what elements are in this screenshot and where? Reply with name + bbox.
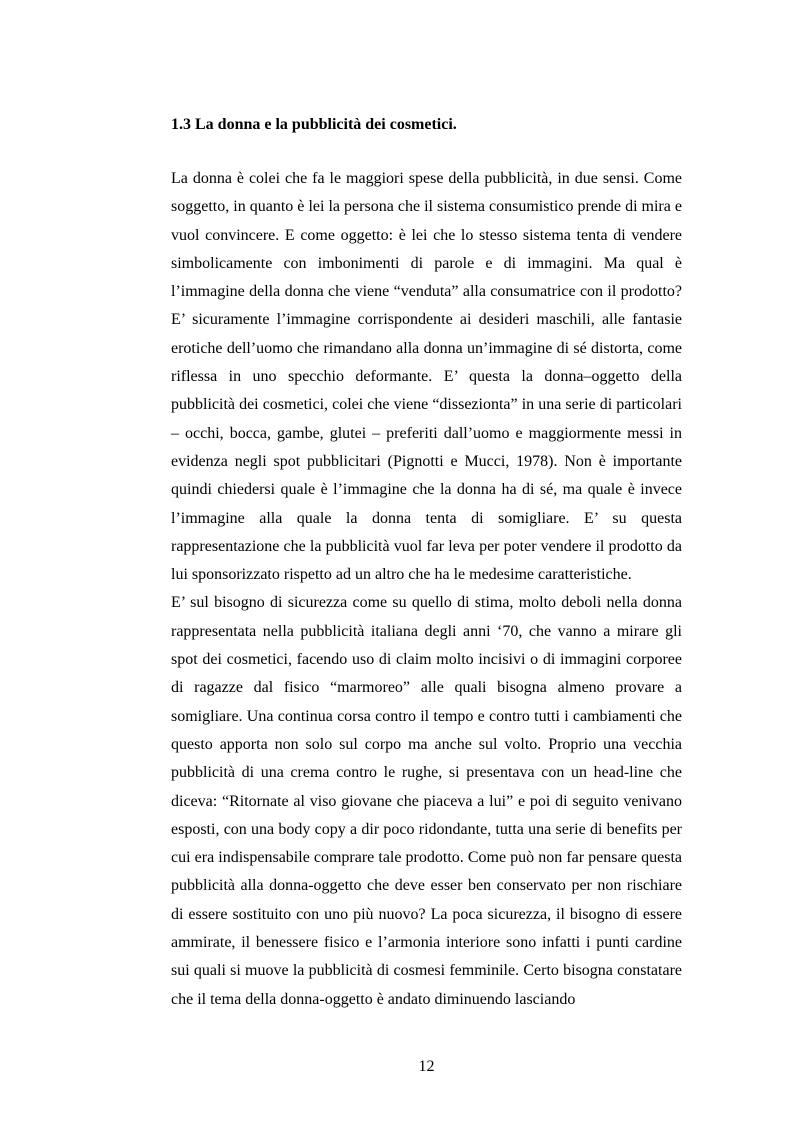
paragraph-2: E’ sul bisogno di sicurezza come su quello di stima, molto deboli nella donna rappresentata nella pubblicità italiana degli anni ‘70, che vanno a mirare gli spot dei cosmetici, facendo uso di claim molto incisivi o di immagini corporee di ragazze dal fisico “marmoreo” alle quali bisogna almeno provare a somigliare. Una continua corsa contro il tempo e contro tutti i cambiamenti che questo apporta non solo sul corpo ma anche sul volto. Proprio una vecchia pubblicità di una crema contro le rughe, si presentava con un head-line che diceva: “Ritornate al viso giovane che piaceva a lui” e poi di seguito venivano esposti, con una body copy a dir poco ridondante, tutta una serie di benefits per cui era indispensabile comprare tale prodotto. Come può non far pensare questa pubblicità alla donna-oggetto che deve esser ben conservato per non rischiare di essere sostituito con uno più nuovo? La poca sicurezza, il bisogno di essere ammirate, il benessere fisico e l’armonia interiore sono infatti i punti cardine sui quali si muove la pubblicità di cosmesi femminile. Certo bisogna constatare che il tema della donna-oggetto è andato diminuendo lasciando xyxy=(171,594,682,1008)
body-text xyxy=(171,165,682,1014)
section-heading-period: . xyxy=(452,116,457,133)
section-heading-title: 1.3 La donna e la pubblicità dei cosmetici xyxy=(171,116,453,133)
paragraph-1: La donna è colei che fa le maggiori spese della pubblicità, in due sensi. Come soggetto, in quanto è lei la persona che il sistema consumistico prende di mira e vuol convincere. E come oggetto: è lei che lo stesso sistema tenta di vendere simbolicamente con imbonimenti di parole e di immagini. Ma qual è l’immagine della donna che viene “venduta” alla consumatrice con il prodotto? E’ sicuramente l’immagine corrispondente ai desideri maschili, alle fantasie erotiche dell’uomo che rimandano alla donna un’immagine di sé distorta, come riflessa in uno specchio deformante. E’ questa la donna–oggetto della pubblicità dei cosmetici, colei che viene “dissezionta” in una serie di particolari – occhi, bocca, gambe, glutei – preferiti dall’uomo e maggiormente messi in evidenza negli spot pubblicitari (Pignotti e Mucci, 1978). Non è importante quindi chiedersi quale è l’immagine che la donna ha di sé, ma quale è invece l’immagine alla quale la donna tenta di somigliare. E’ su questa rappresentazione che la pubblicità vuol far leva per poter vendere il prodotto da lui sponsorizzato rispetto ad un altro che ha le medesime caratteristiche. xyxy=(171,170,682,584)
page-number: 12 xyxy=(418,1058,435,1075)
section-heading xyxy=(171,115,457,135)
